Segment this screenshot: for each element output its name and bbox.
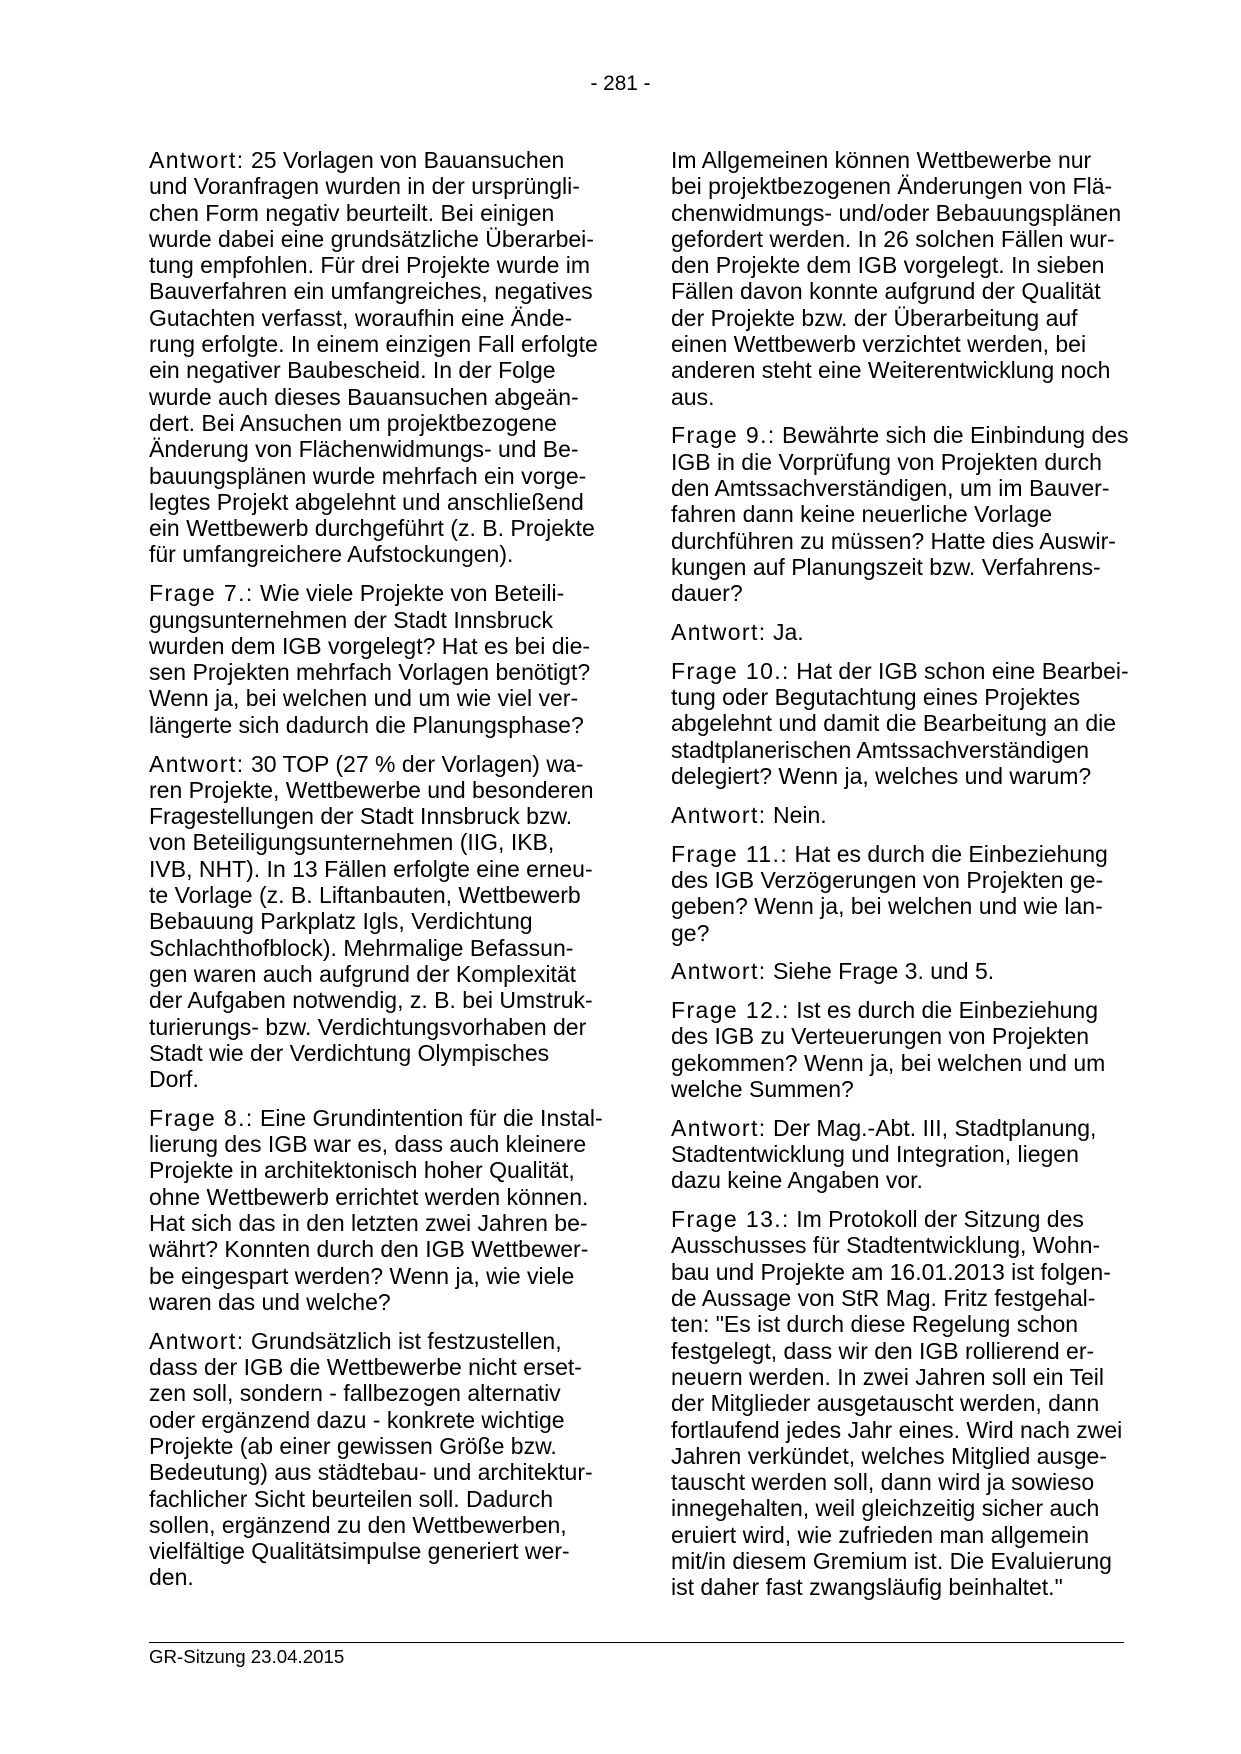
answer-text: 30 TOP (27 % der Vorlagen) wa- ren Projekte, Wettbewerbe und besonderen Fragestellungen der Stadt Innsbruck bzw. von Beteiligungsunternehmen (IIG, IKB, IVB, NHT). In 13 Fällen erfolgte eine erneu- te Vorlage (z. B. Liftanbauten, Wettbewerb Bebauung Parkplatz Igls, Verdichtung Schlachthofblock). Mehrmalige Befassun- gen waren auch aufgrund der Komplexität der Aufgaben notwendig, z. B. bei Umstruk- turierungs- bzw. Verdichtungsvorhaben der Stadt wie der Verdichtung Olympisches Dorf. [149, 750, 594, 1093]
answer-text: Ja. [772, 619, 804, 646]
question-label: Frage 10.: [671, 657, 790, 684]
question-text: Wie viele Projekte von Beteili- gungsunternehmen der Stadt Innsbruck wurden dem IGB vorgelegt? Hat es bei die- sen Projekten mehrfach Vorlagen benötigt? Wenn ja, bei welchen und um wie viel ver- längerte sich dadurch die Planungsphase? [149, 580, 591, 738]
answer-q8-continued-paragraph [671, 147, 1151, 410]
question-10-paragraph [671, 658, 1151, 789]
answer-text: Grundsätzlich ist festzustellen, dass der IGB die Wettbewerbe nicht erset- zen soll, sondern - fallbezogen alternativ oder ergänzend dazu - konkrete wichtige Projekte (ab einer gewissen Größe bzw. Bedeutung) aus städtebau- und architektur- fachlicher Sicht beurteilen soll. Dadurch sollen, ergänzend zu den Wettbewerben, vielfältige Qualitätsimpulse generiert wer- den. [149, 1327, 593, 1591]
question-text: Hat es durch die Einbeziehung des IGB Verzögerungen von Projekten ge- geben? Wenn ja, bei welchen und wie lan- ge? [671, 840, 1108, 946]
answer-q8-paragraph [149, 1328, 629, 1591]
question-12-paragraph [671, 997, 1151, 1102]
question-text: Hat der IGB schon eine Bearbei- tung oder Begutachtung eines Projektes abgelehnt und damit die Bearbeitung an die stadtplanerischen Amtssachverständigen delegiert? Wenn ja, welches und warum? [671, 657, 1129, 790]
question-7-paragraph [149, 580, 629, 738]
answer-text: Der Mag.-Abt. III, Stadtplanung, Stadtentwicklung und Integration, liegen dazu keine Angaben vor. [671, 1114, 1097, 1194]
question-text: Eine Grundintention für die Instal- lierung des IGB war es, dass auch kleinere Projekte in architektonisch hoher Qualität, ohne Wettbewerb errichtet werden können. Hat sich das in den letzten zwei Jahren be- währt? Konnten durch den IGB Wettbewer- be eingespart werden? Wenn ja, wie viele waren das und welche? [149, 1104, 603, 1315]
question-13-paragraph [671, 1206, 1151, 1600]
answer-q10-paragraph [671, 802, 1151, 828]
question-label: Frage 7.: [149, 580, 254, 607]
answer-text: 25 Vorlagen von Bauansuchen und Voranfragen wurden in der ursprüngli- chen Form negativ beurteilt. Bei einigen wurde dabei eine grundsätzliche Überarbei- tung empfohlen. Für drei Projekte wurde im Bauverfahren ein umfangreiches, negatives Gutachten verfasst, woraufhin eine Ände- rung erfolgte. In einem einzigen Fall erfolgte ein negativer Baubescheid. In der Folge wurde auch dieses Bauansuchen abgeän- dert. Bei Ansuchen um projektbezogene Änderung von Flächenwidmungs- und Be- bauungsplänen wurde mehrfach ein vorge- legtes Projekt abgelehnt und anschließend ein Wettbewerb durchgeführt (z. B. Projekte für umfangreichere Aufstockungen). [149, 147, 598, 568]
question-8-paragraph [149, 1105, 629, 1315]
answer-label: Antwort: [671, 801, 767, 828]
question-label: Frage 8.: [149, 1104, 254, 1131]
page-number: - 281 - [590, 72, 651, 95]
question-text: Im Protokoll der Sitzung des Ausschusses für Stadtentwicklung, Wohn- bau und Projekte am 16.01.2013 ist folgen- de Aussage von StR Mag. Fritz festgehal- ten: "Es ist durch diese Regelung schon festgelegt, dass wir den IGB rollierend er- neuern werden. In zwei Jahren soll ein Teil der Mitglieder ausgetauscht werden, dann fortlaufend jedes Jahr eines. Wird nach zwei Jahren verkündet, welches Mitglied ausge- tauscht werden soll, dann wird ja sowieso innegehalten, weil gleichzeitig sicher auch eruiert wird, wie zufrieden man allgemein mit/in diesem Gremium ist. Die Evaluierung ist daher fast zwangsläufig beinhaltet." [671, 1206, 1123, 1601]
right-column [671, 147, 1151, 1613]
question-text: Bewährte sich die Einbindung des IGB in die Vorprüfung von Projekten durch den Amtssachverständigen, um im Bauver- fahren dann keine neuerliche Vorlage durchführen zu müssen? Hatte dies Auswir- kungen auf Planungszeit bzw. Verfahrens- dauer? [671, 422, 1129, 607]
left-column [149, 147, 629, 1603]
footer-divider [149, 1642, 1124, 1643]
answer-label: Antwort: [671, 1114, 767, 1141]
answer-q12-paragraph [671, 1115, 1151, 1194]
answer-text: Siehe Frage 3. und 5. [772, 958, 995, 985]
answer-q11-paragraph [671, 958, 1151, 984]
answer-label: Antwort: [149, 147, 245, 173]
answer-q9-paragraph [671, 619, 1151, 645]
question-9-paragraph [671, 422, 1151, 606]
answer-q7-paragraph [149, 751, 629, 1093]
answer-label: Antwort: [149, 750, 245, 777]
question-label: Frage 11.: [671, 840, 789, 867]
question-11-paragraph [671, 841, 1151, 946]
answer-label: Antwort: [671, 619, 767, 646]
answer-text: Nein. [772, 801, 827, 828]
answer-label: Antwort: [149, 1327, 245, 1354]
question-text: Ist es durch die Einbeziehung des IGB zu Verteuerungen von Projekten gekommen? Wenn ja, bei welchen und um welche Summen? [671, 997, 1106, 1102]
question-label: Frage 12.: [671, 997, 790, 1024]
answer-text: Im Allgemeinen können Wettbewerbe nur bei projektbezogenen Änderungen von Flä- chenwidmungs- und/oder Bebauungsplänen gefordert werden. In 26 solchen Fällen wur- den Projekte dem IGB vorgelegt. In sieben Fällen davon konnte aufgrund der Qualität der Projekte bzw. der Überarbeitung auf einen Wettbewerb verzichtet werden, bei anderen steht eine Weiterentwicklung noch aus. [671, 147, 1122, 410]
footer-session-date: GR-Sitzung 23.04.2015 [149, 1646, 345, 1667]
answer-q6-paragraph [149, 147, 629, 568]
question-label: Frage 9.: [671, 422, 776, 449]
answer-label: Antwort: [671, 958, 767, 985]
question-label: Frage 13.: [671, 1206, 790, 1233]
